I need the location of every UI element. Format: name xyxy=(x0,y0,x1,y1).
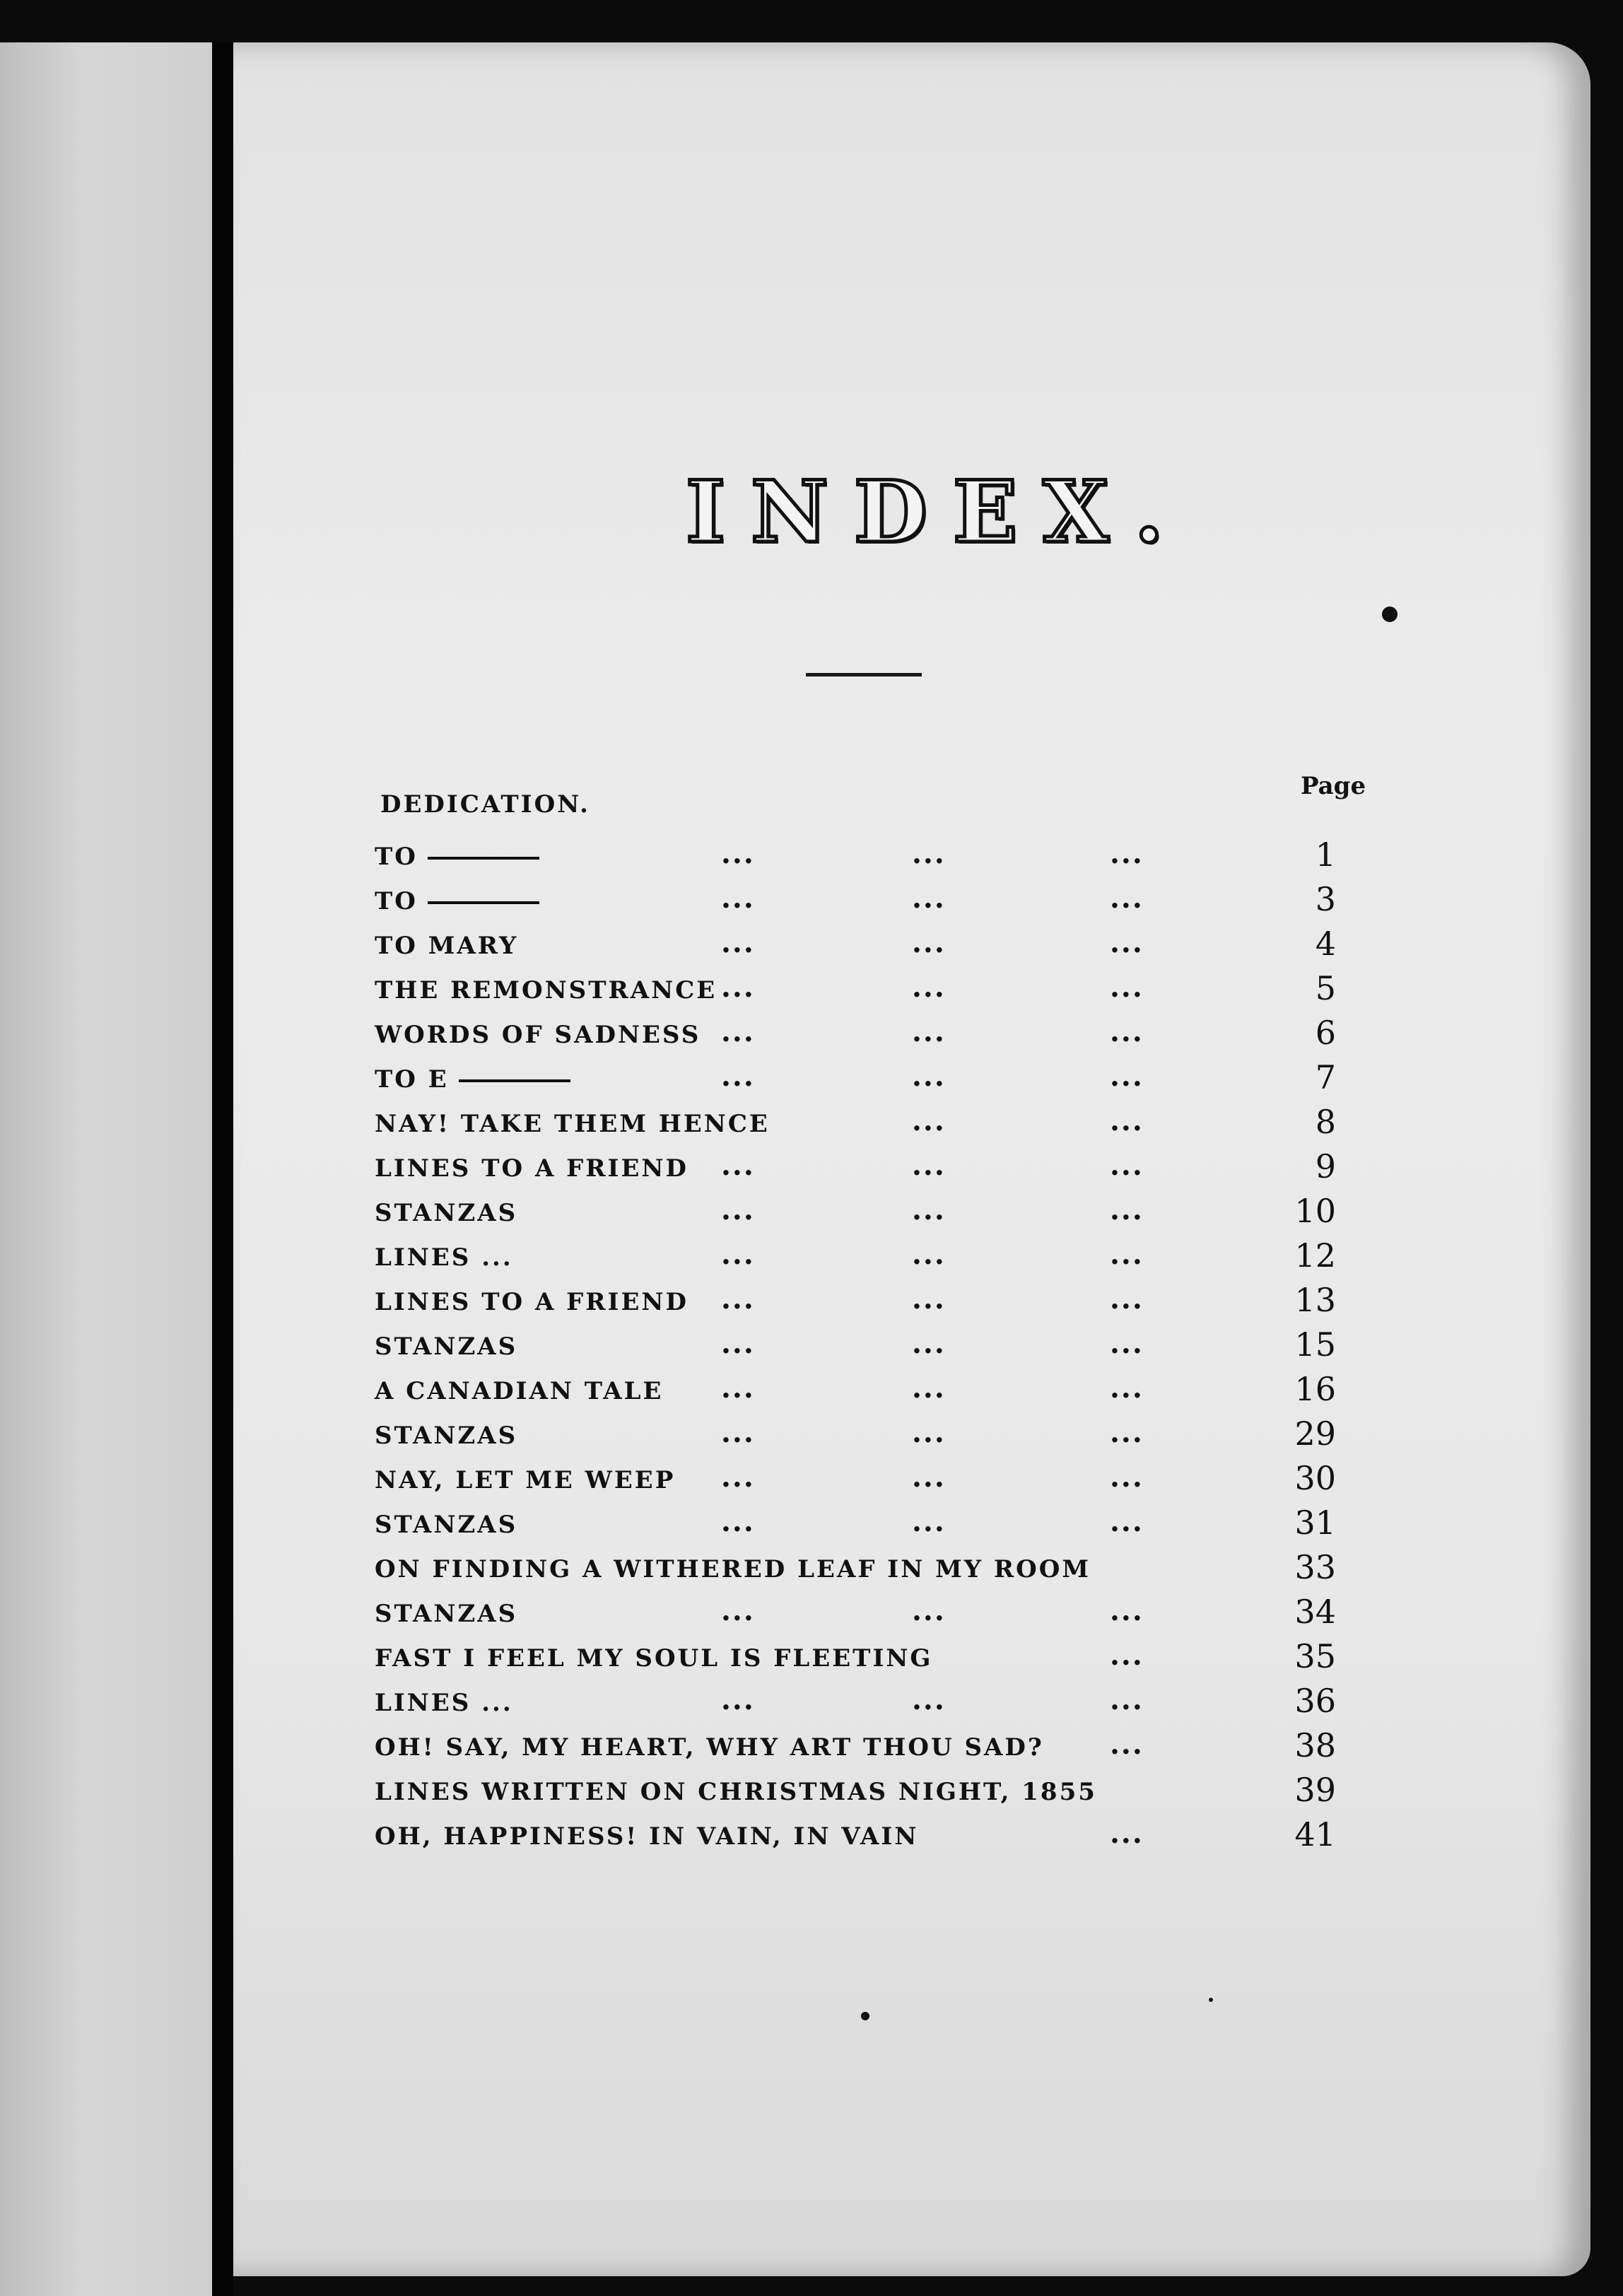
entry-page-number: 29 xyxy=(1294,1414,1336,1453)
entry-page-number: 9 xyxy=(1315,1147,1336,1185)
leader-dots: ... xyxy=(721,837,755,870)
entry-page-number: 8 xyxy=(1315,1103,1336,1141)
leader-dots: ... xyxy=(1110,1728,1144,1761)
index-entry xyxy=(375,1012,1336,1056)
title-rule xyxy=(806,673,922,676)
leader-dots: ... xyxy=(912,1460,946,1494)
leader-dots: ... xyxy=(912,971,946,1004)
facing-page xyxy=(0,42,212,2296)
leader-dots: ... xyxy=(1110,882,1144,915)
leader-dots: ... xyxy=(912,1371,946,1405)
entry-page-number: 1 xyxy=(1315,836,1336,874)
index-entry xyxy=(375,968,1336,1012)
leader-dots: ... xyxy=(1110,1282,1144,1316)
leader-dots: ... xyxy=(1110,1416,1144,1449)
leader-dots: ... xyxy=(912,1060,946,1093)
leader-dots: ... xyxy=(912,1416,946,1449)
entry-page-number: 10 xyxy=(1294,1192,1336,1230)
entry-title: STANZAS xyxy=(375,1600,518,1628)
index-entry xyxy=(375,1235,1336,1279)
leader-dots: ... xyxy=(721,1193,755,1226)
entry-title: ON FINDING A WITHERED LEAF IN MY ROOM xyxy=(375,1555,1091,1583)
leader-dots: ... xyxy=(1110,1327,1144,1360)
entry-page-number: 39 xyxy=(1294,1771,1336,1809)
leader-dots: ... xyxy=(1110,837,1144,870)
entry-page-number: 15 xyxy=(1294,1325,1336,1364)
leader-dots: ... xyxy=(912,1505,946,1538)
leader-dots: ... xyxy=(912,1015,946,1048)
entry-page-number: 5 xyxy=(1315,969,1336,1007)
entry-page-number: 34 xyxy=(1294,1593,1336,1631)
index-entry xyxy=(375,1458,1336,1501)
index-entry xyxy=(375,1413,1336,1457)
leader-dots: ... xyxy=(912,1149,946,1182)
index-entry xyxy=(375,1279,1336,1323)
entry-blank-rule xyxy=(428,901,539,904)
entry-title: TO xyxy=(375,887,539,915)
leader-dots: ... xyxy=(721,1683,755,1716)
entry-title: FAST I FEEL MY SOUL IS FLEETING xyxy=(375,1644,933,1673)
entry-page-number: 36 xyxy=(1294,1682,1336,1720)
leader-dots: ... xyxy=(1110,1460,1144,1494)
index-entry xyxy=(375,1369,1336,1412)
entry-title: STANZAS xyxy=(375,1199,518,1227)
index-entry xyxy=(375,1502,1336,1546)
entry-page-number: 30 xyxy=(1294,1459,1336,1497)
index-entry xyxy=(375,834,1336,878)
ink-speck xyxy=(1382,607,1398,622)
ink-speck xyxy=(1209,1998,1213,2002)
entry-title: LINES ... xyxy=(375,1243,513,1272)
entry-title: TO E xyxy=(375,1065,570,1094)
leader-dots: ... xyxy=(721,1460,755,1494)
leader-dots: ... xyxy=(721,882,755,915)
index-entry xyxy=(375,1814,1336,1858)
leader-dots: ... xyxy=(721,1149,755,1182)
leader-dots: ... xyxy=(912,1193,946,1226)
leader-dots: ... xyxy=(721,1060,755,1093)
leader-dots: ... xyxy=(1110,1371,1144,1405)
leader-dots: ... xyxy=(912,1327,946,1360)
entry-title: NAY, LET ME WEEP xyxy=(375,1466,676,1494)
index-entry xyxy=(375,1591,1336,1635)
leader-dots: ... xyxy=(912,926,946,959)
entry-page-number: 7 xyxy=(1315,1058,1336,1096)
entry-page-number: 3 xyxy=(1315,880,1336,918)
book-gutter xyxy=(212,42,233,2296)
entry-page-number: 13 xyxy=(1294,1281,1336,1319)
leader-dots: ... xyxy=(1110,1639,1144,1672)
index-entry xyxy=(375,1769,1336,1813)
entry-title: STANZAS xyxy=(375,1422,518,1450)
entry-title: TO MARY xyxy=(375,932,519,960)
entry-page-number: 4 xyxy=(1315,925,1336,963)
entry-title: LINES WRITTEN ON CHRISTMAS NIGHT, 1855 xyxy=(375,1778,1097,1806)
leader-dots: ... xyxy=(1110,1193,1144,1226)
entry-blank-rule xyxy=(459,1079,570,1082)
entry-page-number: 41 xyxy=(1294,1815,1336,1853)
index-entry xyxy=(375,1680,1336,1724)
leader-dots: ... xyxy=(912,1238,946,1271)
ink-speck xyxy=(861,2012,869,2020)
leader-dots: ... xyxy=(721,1327,755,1360)
leader-dots: ... xyxy=(912,882,946,915)
entry-page-number: 6 xyxy=(1315,1014,1336,1052)
index-entry xyxy=(375,1636,1336,1680)
entry-title: TO xyxy=(375,843,539,871)
index-entry xyxy=(375,1547,1336,1591)
entry-title: NAY! TAKE THEM HENCE xyxy=(375,1110,770,1138)
entry-title: WORDS OF SADNESS xyxy=(375,1021,701,1049)
entry-title: STANZAS xyxy=(375,1511,518,1539)
entry-page-number: 16 xyxy=(1294,1370,1336,1408)
leader-dots: ... xyxy=(912,837,946,870)
entry-page-number: 38 xyxy=(1294,1726,1336,1764)
leader-dots: ... xyxy=(721,971,755,1004)
leader-dots: ... xyxy=(1110,1594,1144,1627)
leader-dots: ... xyxy=(1110,1817,1144,1850)
entry-title: OH, HAPPINESS! IN VAIN, IN VAIN xyxy=(375,1822,919,1851)
leader-dots: ... xyxy=(721,1015,755,1048)
leader-dots: ... xyxy=(721,1238,755,1271)
entry-page-number: 35 xyxy=(1294,1637,1336,1675)
leader-dots: ... xyxy=(721,926,755,959)
index-title: INDEX. xyxy=(686,462,1190,562)
index-entry xyxy=(375,1146,1336,1190)
leader-dots: ... xyxy=(912,1104,946,1137)
leader-dots: ... xyxy=(721,1371,755,1405)
leader-dots: ... xyxy=(721,1594,755,1627)
leader-dots: ... xyxy=(1110,1238,1144,1271)
entry-blank-rule xyxy=(428,857,539,860)
dedication-entry: DEDICATION. xyxy=(380,790,590,819)
leader-dots: ... xyxy=(721,1505,755,1538)
leader-dots: ... xyxy=(1110,1149,1144,1182)
leader-dots: ... xyxy=(912,1594,946,1627)
entry-title: A CANADIAN TALE xyxy=(375,1377,664,1405)
leader-dots: ... xyxy=(1110,1505,1144,1538)
leader-dots: ... xyxy=(912,1683,946,1716)
leader-dots: ... xyxy=(721,1416,755,1449)
leader-dots: ... xyxy=(912,1282,946,1316)
entry-page-number: 12 xyxy=(1294,1236,1336,1275)
index-entry xyxy=(375,1725,1336,1769)
entry-title: STANZAS xyxy=(375,1332,518,1361)
leader-dots: ... xyxy=(1110,926,1144,959)
index-entry xyxy=(375,1324,1336,1368)
index-entry xyxy=(375,1101,1336,1145)
leader-dots: ... xyxy=(1110,1015,1144,1048)
leader-dots: ... xyxy=(721,1282,755,1316)
index-entry xyxy=(375,923,1336,967)
entry-title: THE REMONSTRANCE xyxy=(375,976,717,1004)
page-column-header: Page xyxy=(1301,772,1366,800)
leader-dots: ... xyxy=(1110,1060,1144,1093)
index-entry xyxy=(375,1057,1336,1101)
leader-dots: ... xyxy=(1110,1683,1144,1716)
entry-title: OH! SAY, MY HEART, WHY ART THOU SAD? xyxy=(375,1733,1044,1762)
entry-page-number: 33 xyxy=(1294,1548,1336,1586)
leader-dots: ... xyxy=(1110,971,1144,1004)
leader-dots: ... xyxy=(1110,1104,1144,1137)
index-entry xyxy=(375,1190,1336,1234)
entry-page-number: 31 xyxy=(1294,1504,1336,1542)
index-entry xyxy=(375,879,1336,922)
entry-title: LINES ... xyxy=(375,1689,513,1717)
entry-title: LINES TO A FRIEND xyxy=(375,1154,689,1183)
entry-title: LINES TO A FRIEND xyxy=(375,1288,689,1316)
